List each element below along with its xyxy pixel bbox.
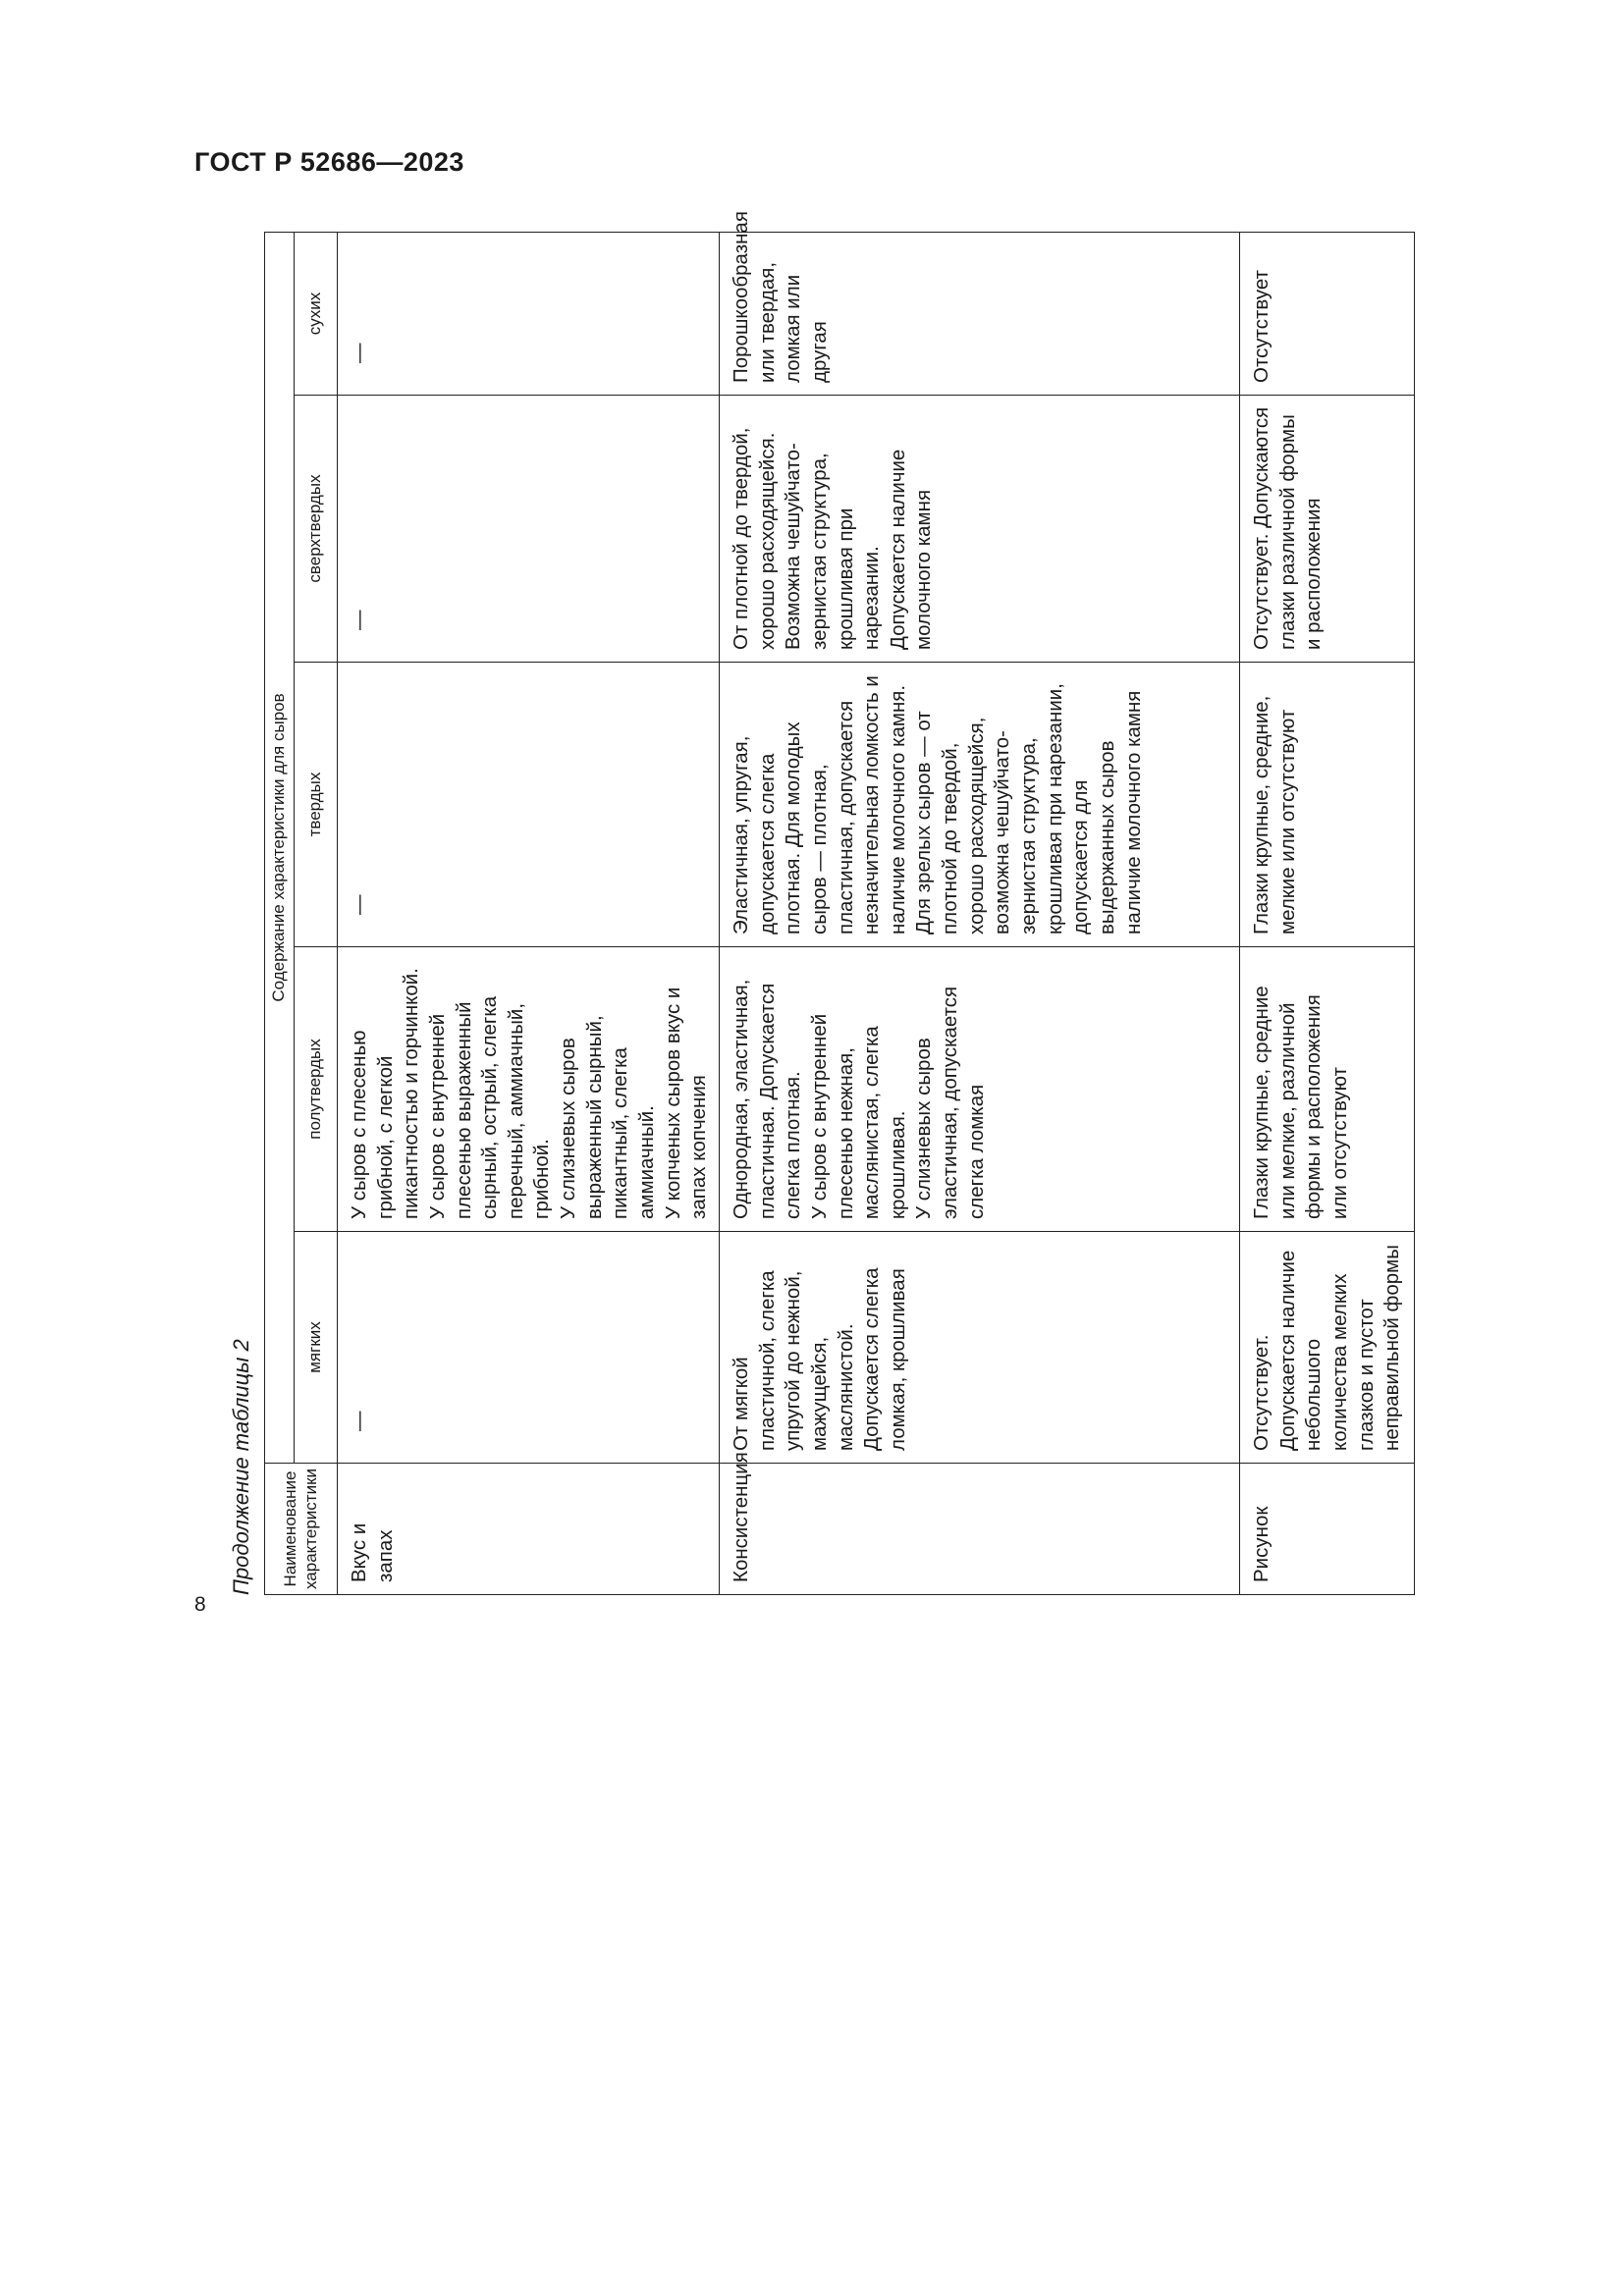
- table-row: [719, 232, 1239, 1594]
- row-name-pattern: Рисунок: [1239, 1464, 1414, 1595]
- cell-pattern-dry: Отсутствует: [1239, 232, 1414, 395]
- header-semi-hard: полутвердых: [295, 947, 338, 1232]
- cell-pattern-extra-hard: Отсутствует. Допускаются глазки различной формы и расположения: [1239, 396, 1414, 663]
- document-header: ГОСТ Р 52686—2023: [194, 147, 464, 177]
- cell-taste-extra-hard: —: [338, 396, 720, 663]
- cell-taste-hard: —: [338, 663, 720, 947]
- cell-consistency-extra-hard: От плотной до твердой, хорошо расходящейся. Возможна чешуйчато-зернистая структура, крошливая при нарезании. Допускается наличие молочного камня: [719, 396, 1239, 663]
- page-number: 8: [194, 1593, 206, 1616]
- header-hard: твердых: [295, 663, 338, 947]
- cell-consistency-hard: Эластичная, упругая, допускается слегка плотная. Для молодых сыров — плотная, пластичная, допускается незначительная ломкость и наличие молочного камня. Для зрелых сыров — от плотной до твердой, хорошо расходящейся, возможна чешуйчато-зернистая структура, крошливая при нарезании, допускается для выдержанных сыров наличие молочного камня: [719, 663, 1239, 947]
- cell-taste-semi-hard: У сыров с плесенью грибной, с легкой пикантностью и горчинкой. У сыров с внутренней плесенью выраженный сырный, острый, слегка перечный, аммиачный, грибной. У слизневых сыров выраженный сырный, пикантный, слегка аммиачный. У копченых сыров вкус и запах копчения: [338, 947, 720, 1232]
- table-row: [338, 232, 720, 1594]
- cell-taste-dry: —: [338, 232, 720, 395]
- cell-taste-soft: —: [338, 1232, 720, 1464]
- header-extra-hard: сверхтвердых: [295, 396, 338, 663]
- characteristics-table: [264, 211, 1415, 1595]
- cell-consistency-semi-hard: Однородная, эластичная, пластичная. Допускается слегка плотная. У сыров с внутренней плесенью нежная, маслянистая, слегка крошливая. У слизневых сыров эластичная, допускается слегка ломкая: [719, 947, 1239, 1232]
- table-row: [1239, 232, 1414, 1594]
- header-characteristic-name: Наименование характеристики: [265, 1464, 338, 1595]
- cell-pattern-semi-hard: Глазки крупные, средние или мелкие, различной формы и расположения или отсутствуют: [1239, 947, 1414, 1232]
- header-soft: мягких: [295, 1232, 338, 1464]
- cell-pattern-hard: Глазки крупные, средние, мелкие или отсутствуют: [1239, 663, 1414, 947]
- row-name-taste: Вкус и запах: [338, 1464, 720, 1595]
- table-caption: Продолжение таблицы 2: [229, 1339, 253, 1595]
- header-group: Содержание характеристики для сыров: [265, 232, 295, 1463]
- row-name-consistency: Консистенция: [719, 1464, 1239, 1595]
- cell-consistency-dry: Порошкообразная или твердая, ломкая или другая: [719, 232, 1239, 395]
- cell-consistency-soft: От мягкой пластичной, слегка упругой до нежной, мажущейся, маслянистой. Допускается слегка ломкая, крошливая: [719, 1232, 1239, 1464]
- header-dry: сухих: [295, 232, 338, 395]
- rotated-table-block: [229, 211, 1405, 1595]
- cell-pattern-soft: Отсутствует. Допускается наличие небольшого количества мелких глазков и пустот неправильной формы: [1239, 1232, 1414, 1464]
